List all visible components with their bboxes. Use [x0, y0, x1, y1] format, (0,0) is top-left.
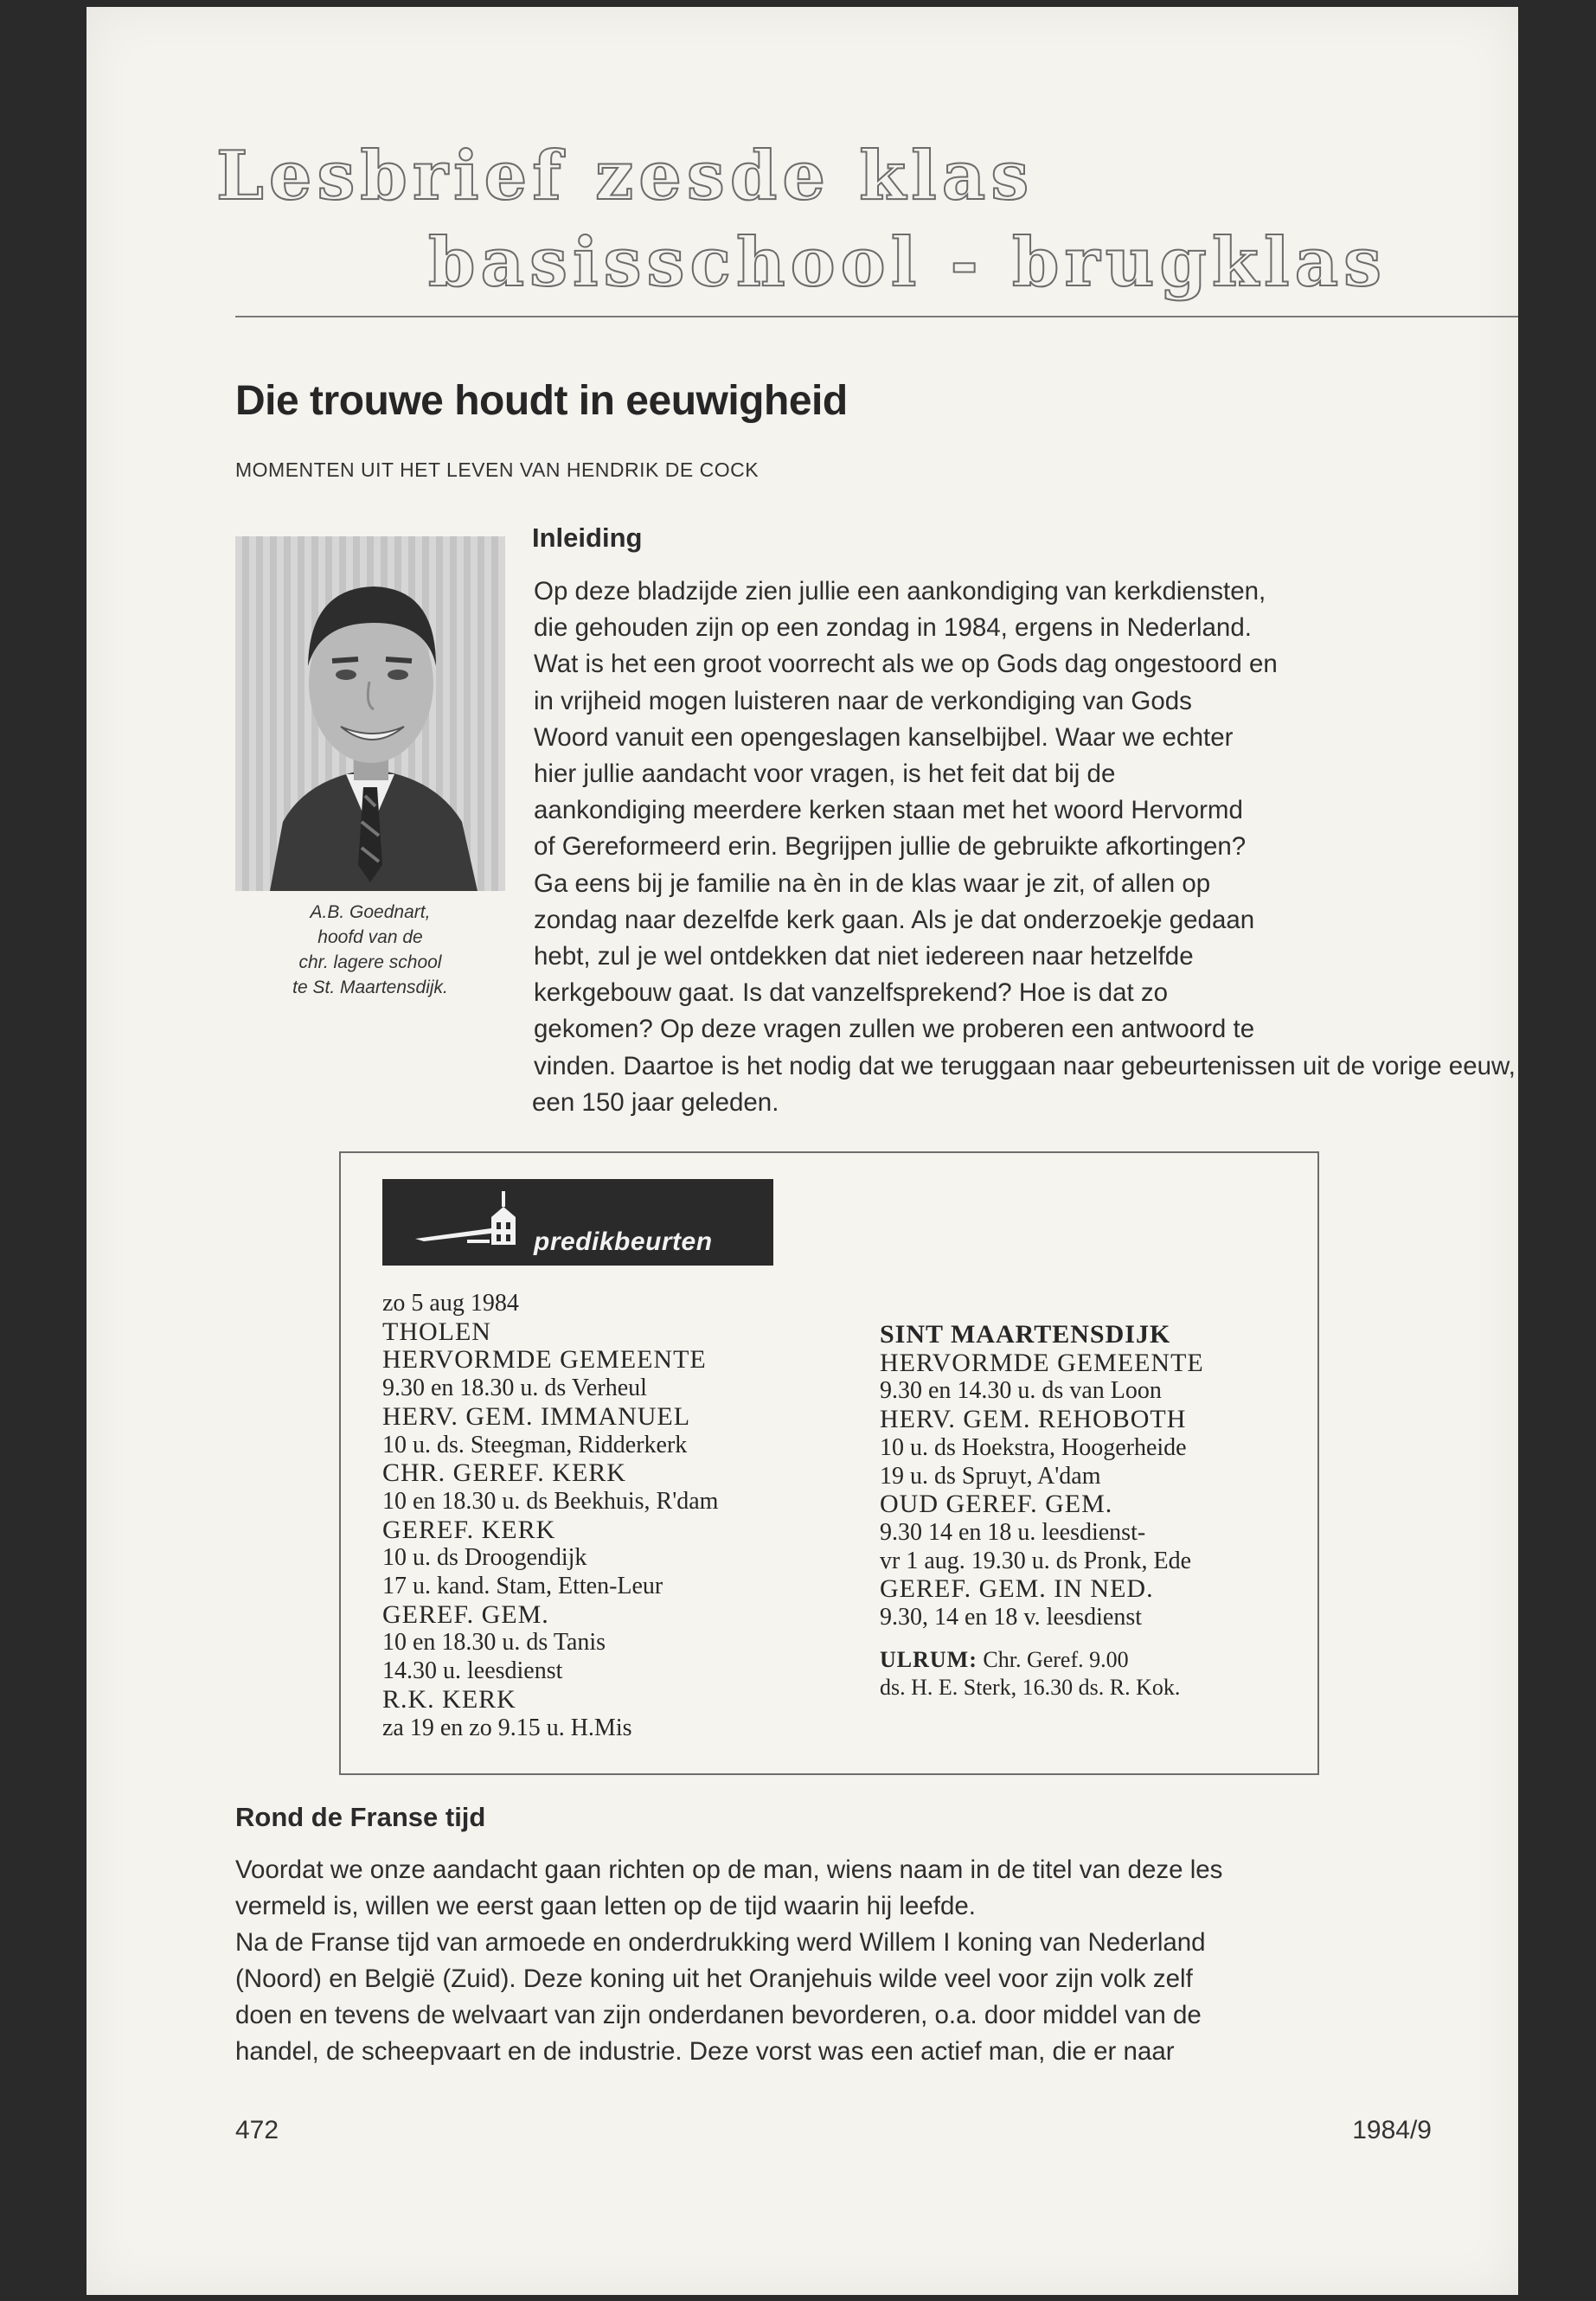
text-line: die gehouden zijn op een zondag in 1984, ergens in Nederland.: [534, 613, 1252, 643]
church-name: GEREF. KERK: [382, 1515, 556, 1544]
text-line: of Gereformeerd erin. Begrijpen jullie de gebruikte afkortingen?: [534, 832, 1247, 862]
text-line: een 150 jaar geleden.: [532, 1087, 779, 1117]
article-title: Die trouwe houdt in eeuwigheid: [235, 378, 848, 424]
service-detail: 10 u. ds. Steegman, Ridderkerk: [382, 1431, 688, 1458]
service-detail: 10 en 18.30 u. ds Tanis: [382, 1629, 606, 1657]
church-name: SINT MAARTENSDIJK: [880, 1320, 1171, 1349]
church-name: HERV. GEM. IMMANUEL: [382, 1401, 691, 1431]
ulrum-line: ds. H. E. Sterk, 16.30 ds. R. Kok.: [880, 1674, 1181, 1700]
service-detail: 14.30 u. leesdienst: [382, 1657, 563, 1685]
text-line: Woord vanuit een opengeslagen kanselbijbel. Waar we echter: [534, 722, 1234, 752]
franse-tijd-paragraph: [235, 1852, 1518, 2070]
service-detail: 10 u. ds Hoekstra, Hoogerheide: [880, 1433, 1187, 1461]
services-right-column: [880, 1321, 1204, 1702]
text-line: aankondiging meerdere kerken staan met het woord Hervormd: [534, 796, 1243, 825]
caption-line: hoofd van de: [317, 927, 423, 947]
church-name: HERV. GEM. REHOBOTH: [880, 1405, 1187, 1434]
service-detail: vr 1 aug. 19.30 u. ds Pronk, Ede: [880, 1547, 1192, 1574]
caption-line: te St. Maartensdijk.: [292, 977, 448, 997]
ulrum-notice: [880, 1646, 1204, 1702]
church-name: R.K. KERK: [382, 1684, 516, 1714]
article-subtitle: MOMENTEN UIT HET LEVEN VAN HENDRIK DE COCK: [235, 458, 760, 481]
service-detail: 17 u. kand. Stam, Etten-Leur: [382, 1573, 663, 1600]
text-line: Ga eens bij je familie na èn in de klas waar je zit, of allen op: [534, 868, 1211, 898]
church-name: CHR. GEREF. KERK: [382, 1458, 626, 1488]
text-line: hebt, zul je wel ontdekken dat niet iedereen naar hetzelfde: [534, 942, 1194, 971]
text-line: handel, de scheepvaart en de industrie. Deze vorst was een actief man, die er naar: [235, 2037, 1175, 2066]
service-detail: zo 5 aug 1984: [382, 1290, 519, 1317]
church-name: HERVORMDE GEMEENTE: [382, 1345, 707, 1375]
church-name: GEREF. GEM. IN NED.: [880, 1574, 1154, 1604]
text-line: hier jullie aandacht voor vragen, is het feit dat bij de: [534, 760, 1116, 789]
masthead-divider: [235, 316, 1518, 317]
inleiding-paragraph: [532, 574, 1518, 1121]
masthead-title-line1: Lesbrief zesde klas: [216, 137, 1035, 215]
text-line: gekomen? Op deze vragen zullen we proberen een antwoord te: [534, 1015, 1255, 1044]
text-line: Op deze bladzijde zien jullie een aankondiging van kerkdiensten,: [534, 577, 1266, 606]
text-line: Voordat we onze aandacht gaan richten op de man, wiens naam in de titel van deze les: [235, 1856, 1223, 1884]
text-line: vinden. Daartoe is het nodig dat we teruggaan naar gebeurtenissen uit de vorige eeuw,: [534, 1051, 1516, 1080]
ulrum-label: ULRUM:: [880, 1646, 977, 1672]
predikbeurten-banner: [382, 1179, 773, 1266]
magazine-page: [87, 7, 1518, 2295]
service-detail: za 19 en zo 9.15 u. H.Mis: [382, 1714, 632, 1741]
predikbeurten-box: [339, 1151, 1319, 1775]
ulrum-line: [880, 1646, 1204, 1674]
church-name: THOLEN: [382, 1317, 491, 1346]
right-column-lines: [880, 1321, 1204, 1632]
predikbeurten-label: predikbeurten: [534, 1227, 713, 1256]
church-name: GEREF. GEM.: [382, 1599, 549, 1629]
service-detail: 9.30 en 14.30 u. ds van Loon: [880, 1377, 1162, 1405]
church-name: HERVORMDE GEMEENTE: [880, 1348, 1204, 1377]
text-line: in vrijheid mogen luisteren naar de verkondiging van Gods: [534, 686, 1192, 715]
service-detail: 9.30 en 18.30 u. ds Verheul: [382, 1375, 647, 1402]
service-detail: 9.30 14 en 18 u. leesdienst-: [880, 1518, 1146, 1546]
page-number: 472: [235, 2116, 279, 2144]
text-line: vermeld is, willen we eerst gaan letten op de tijd waarin hij leefde.: [235, 1892, 976, 1920]
caption-line: chr. lagere school: [298, 952, 442, 972]
text-line: kerkgebouw gaat. Is dat vanzelfsprekend? Hoe is dat zo: [534, 978, 1169, 1008]
section-heading-inleiding: Inleiding: [532, 522, 643, 553]
text-line: doen en tevens de welvaart van zijn onderdanen bevorderen, o.a. door middel van de: [235, 2001, 1202, 2029]
church-name: OUD GEREF. GEM.: [880, 1490, 1113, 1519]
service-detail: 19 u. ds Spruyt, A'dam: [880, 1462, 1101, 1490]
section-heading-franse-tijd: Rond de Franse tijd: [235, 1802, 486, 1832]
text-line: zondag naar dezelfde kerk gaan. Als je dat onderzoekje gedaan: [534, 905, 1255, 934]
issue-number: 1984/9: [1352, 2116, 1432, 2144]
text-line: Wat is het een groot voorrecht als we op Gods dag ongestoord en: [534, 650, 1278, 679]
caption-line: A.B. Goednart,: [310, 902, 431, 922]
church-icon: [415, 1191, 536, 1256]
ulrum-line1-rest: Chr. Geref. 9.00: [977, 1646, 1129, 1672]
service-detail: 9.30, 14 en 18 v. leesdienst: [880, 1604, 1143, 1631]
service-detail: 10 en 18.30 u. ds Beekhuis, R'dam: [382, 1487, 719, 1515]
masthead-title-line2: basisschool - brugklas: [428, 223, 1388, 302]
service-detail: 10 u. ds Droogendijk: [382, 1544, 587, 1572]
services-left-column: [382, 1290, 718, 1742]
text-line: (Noord) en België (Zuid). Deze koning uit het Oranjehuis wilde veel voor zijn volk zelf: [235, 1965, 1193, 1993]
text-line: Na de Franse tijd van armoede en onderdrukking werd Willem I koning van Nederland: [235, 1928, 1206, 1957]
